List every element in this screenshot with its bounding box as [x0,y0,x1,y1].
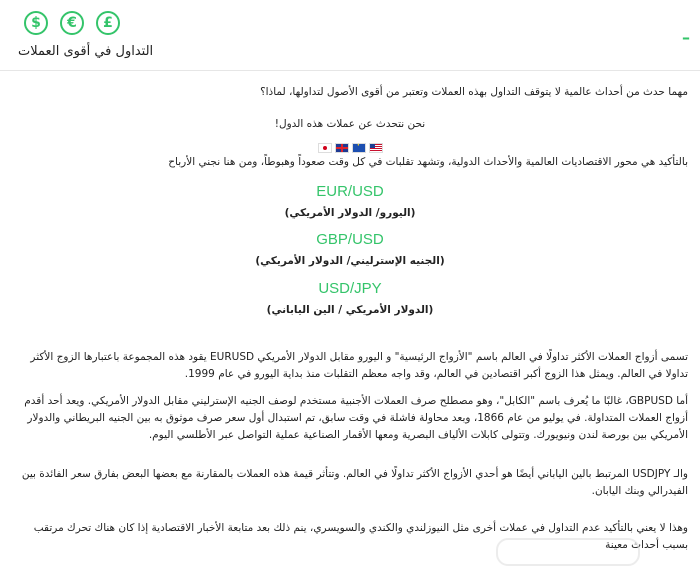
pair-code-eurusd: EUR/USD [316,183,384,200]
pair-code-usdjpy: USD/JPY [318,280,382,297]
paragraph-usdjpy: والـ USDJPY المرتبط بالين الياباني أيضًا هو أحدي الأزواج الأكثر تداولًا في العالم. وتتأثر قيمة هذه العملات بالمقارنة مع بعضها البعض بفارق سعر الفائدة بين الفيدرالي وبنك اليابان. [21,468,688,497]
collapse-toggle-icon[interactable]: – [682,28,690,47]
summary-text: بالتأكيد هي محور الاقتصاديات العالمية والأحداث الدولية، وتشهد تقلبات في كل وقت صعوداً وهبوطاً، ومن هنا نجني الأرباح [168,156,688,168]
pound-icon: £ [96,11,120,35]
subtitle: نحن نتحدث عن عملات هذه الدول! [274,118,426,130]
pair-name-usdjpy: (الدولار الأمريكي / الين الياباني) [266,304,434,316]
euro-icon: € [60,11,84,35]
pair-name-eurusd: (اليورو/ الدولار الأمريكي) [284,207,416,219]
pair-name-gbpusd: (الجنيه الإسترليني/ الدولار الأمريكي) [255,255,445,267]
dollar-icon: $ [24,11,48,35]
pair-code-gbpusd: GBP/USD [316,231,384,248]
paragraph-other-currencies: وهذا لا يعني بالتأكيد عدم التداول في عملات أخرى مثل النيوزلندي والكندي والسويسري، ينم ذلك بعد متابعة الأخبار الاقتصادية إذا كان هناك تحرك مرتقب بسبب أحداث معينة [33,522,688,551]
section-header[interactable] [0,0,700,71]
paragraph-major-pairs: تسمى أزواج العملات الأكثر تداولًا في العالم باسم "الأزواج الرئيسية" و اليورو مقابل الدولار الأمريكي EURUSD يقود هذه المجموعة باعتبارها الزوج الأكثر تداولا في العالم. ويمثل هذا الزوج أكبر اقتصادين في العالم، وقد واجه معظم التقلبات منذ بداية اليورو في عام 1999. [30,351,688,380]
section-title: التداول في أقوى العملات [18,44,154,59]
us-flag-icon [369,143,383,153]
watermark-logo [496,538,640,566]
paragraph-gbpusd: أما GBPUSD، غالبًا ما يُعرف باسم "الكابل"، وهو مصطلح صرف العملات الأجنبية مستخدم لوصف الجنيه الإسترليني مقابل الدولار الأمريكي. ويعد أحد أقدم أزواج العملات المتداولة. في يوليو من عام 1866، وبعد محاولة فاشلة في وقت سابق، تم استبدال أول سعر صرف موثوق به بين الجنيه البريطاني والدولار الأمريكي بين بورصة لندن ونيويورك. وتتولى كابلات الألياف البصرية ومعها الأقمار الصناعية عملية التواصل عبر الأطلسي اليوم. [24,395,688,441]
eu-flag-icon [352,143,366,153]
uk-flag-icon [335,143,349,153]
country-flags [318,143,383,153]
intro-question: مهما حدث من أحداث عالمية لا يتوقف التداول بهذه العملات وتعتبر من أقوى الأصول لتداولها، لماذا؟ [260,86,688,98]
japan-flag-icon [318,143,332,153]
